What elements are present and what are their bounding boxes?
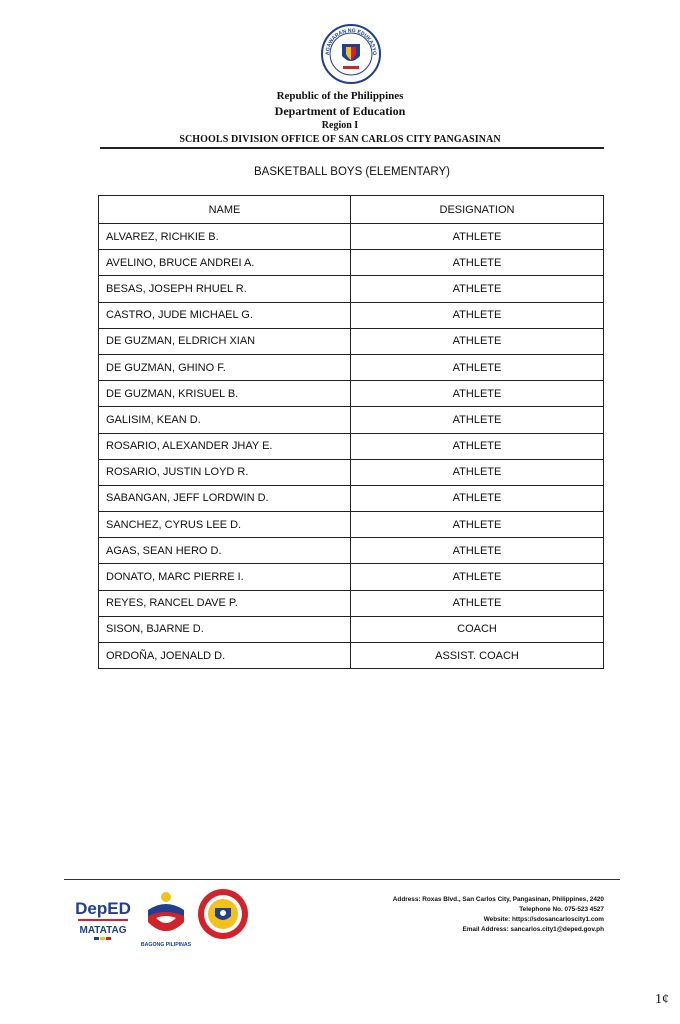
cell-designation: ATHLETE [351,302,604,328]
cell-designation: ATHLETE [351,433,604,459]
cell-name: ORDOÑA, JOENALD D. [99,643,351,669]
cell-name: SISON, BJARNE D. [99,616,351,642]
header-division-office: SCHOOLS DIVISION OFFICE OF SAN CARLOS CITY PANGASINAN [179,134,501,145]
cell-name: DE GUZMAN, GHINO F. [99,354,351,380]
footer-contact-block [304,895,604,935]
cell-designation: ASSIST. COACH [351,643,604,669]
deped-matatag-logo [72,890,134,946]
table-row [99,512,604,538]
column-header-name: NAME [99,196,351,224]
cell-name: DE GUZMAN, ELDRICH XIAN [99,328,351,354]
cell-designation: ATHLETE [351,459,604,485]
cell-name: ALVAREZ, RICHKIE B. [99,224,351,250]
table-row [99,433,604,459]
roster-table [98,195,604,669]
cell-name: AGAS, SEAN HERO D. [99,538,351,564]
cell-name: CASTRO, JUDE MICHAEL G. [99,302,351,328]
svg-text:DepED: DepED [75,899,131,918]
table-row [99,643,604,669]
cell-name: ROSARIO, ALEXANDER JHAY E. [99,433,351,459]
footer-website: Website: https://sdosancarloscity1.com [483,916,604,923]
footer-divider [64,879,620,880]
table-header-row [99,196,604,224]
table-row [99,459,604,485]
document-title: BASKETBALL BOYS (ELEMENTARY) [254,166,450,178]
handwritten-page-mark: 1¢ [655,992,669,1007]
footer-email: Email Address: sancarlos.city1@deped.gov.ph [462,926,604,933]
table-row [99,250,604,276]
division-seal-logo [197,888,249,940]
cell-designation: ATHLETE [351,512,604,538]
cell-designation: ATHLETE [351,564,604,590]
table-row [99,224,604,250]
table-row [99,407,604,433]
table-row [99,485,604,511]
bagong-pilipinas-logo [138,888,194,950]
cell-designation: ATHLETE [351,538,604,564]
table-row [99,616,604,642]
cell-name: AVELINO, BRUCE ANDREI A. [99,250,351,276]
cell-name: BESAS, JOSEPH RHUEL R. [99,276,351,302]
header-republic: Republic of the Philippines [276,90,404,102]
cell-designation: ATHLETE [351,381,604,407]
cell-name: GALISIM, KEAN D. [99,407,351,433]
cell-designation: ATHLETE [351,250,604,276]
cell-name: SABANGAN, JEFF LORDWIN D. [99,485,351,511]
svg-text:KAGAWARAN NG EDUKASYON: AGAWARAN NG EDUKASYO [324,27,378,56]
table-row [99,381,604,407]
column-header-designation: DESIGNATION [351,196,604,224]
header-department: Department of Education [274,104,406,118]
cell-designation: ATHLETE [351,485,604,511]
header-region: Region I [321,120,359,131]
table-row [99,276,604,302]
cell-name: ROSARIO, JUSTIN LOYD R. [99,459,351,485]
svg-text:BAGONG PILIPINAS: BAGONG PILIPINAS [140,942,192,948]
cell-designation: ATHLETE [351,328,604,354]
cell-designation: COACH [351,616,604,642]
cell-designation: ATHLETE [351,224,604,250]
footer-address: Address: Roxas Blvd., San Carlos City, Pangasinan, Philippines, 2420 [392,896,604,903]
table-row [99,328,604,354]
roster-table-body [99,224,604,669]
table-row [99,302,604,328]
cell-designation: ATHLETE [351,590,604,616]
cell-designation: ATHLETE [351,407,604,433]
cell-designation: ATHLETE [351,276,604,302]
cell-designation: ATHLETE [351,354,604,380]
footer-telephone: Telephone No. 075-523 4527 [519,906,604,913]
table-row [99,538,604,564]
table-row [99,354,604,380]
cell-name: SANCHEZ, CYRUS LEE D. [99,512,351,538]
deped-seal-logo [321,24,381,84]
cell-name: DE GUZMAN, KRISUEL B. [99,381,351,407]
table-row [99,564,604,590]
svg-text:MATATAG: MATATAG [79,925,127,936]
table-row [99,590,604,616]
cell-name: DONATO, MARC PIERRE I. [99,564,351,590]
cell-name: REYES, RANCEL DAVE P. [99,590,351,616]
header-divider [100,147,604,149]
